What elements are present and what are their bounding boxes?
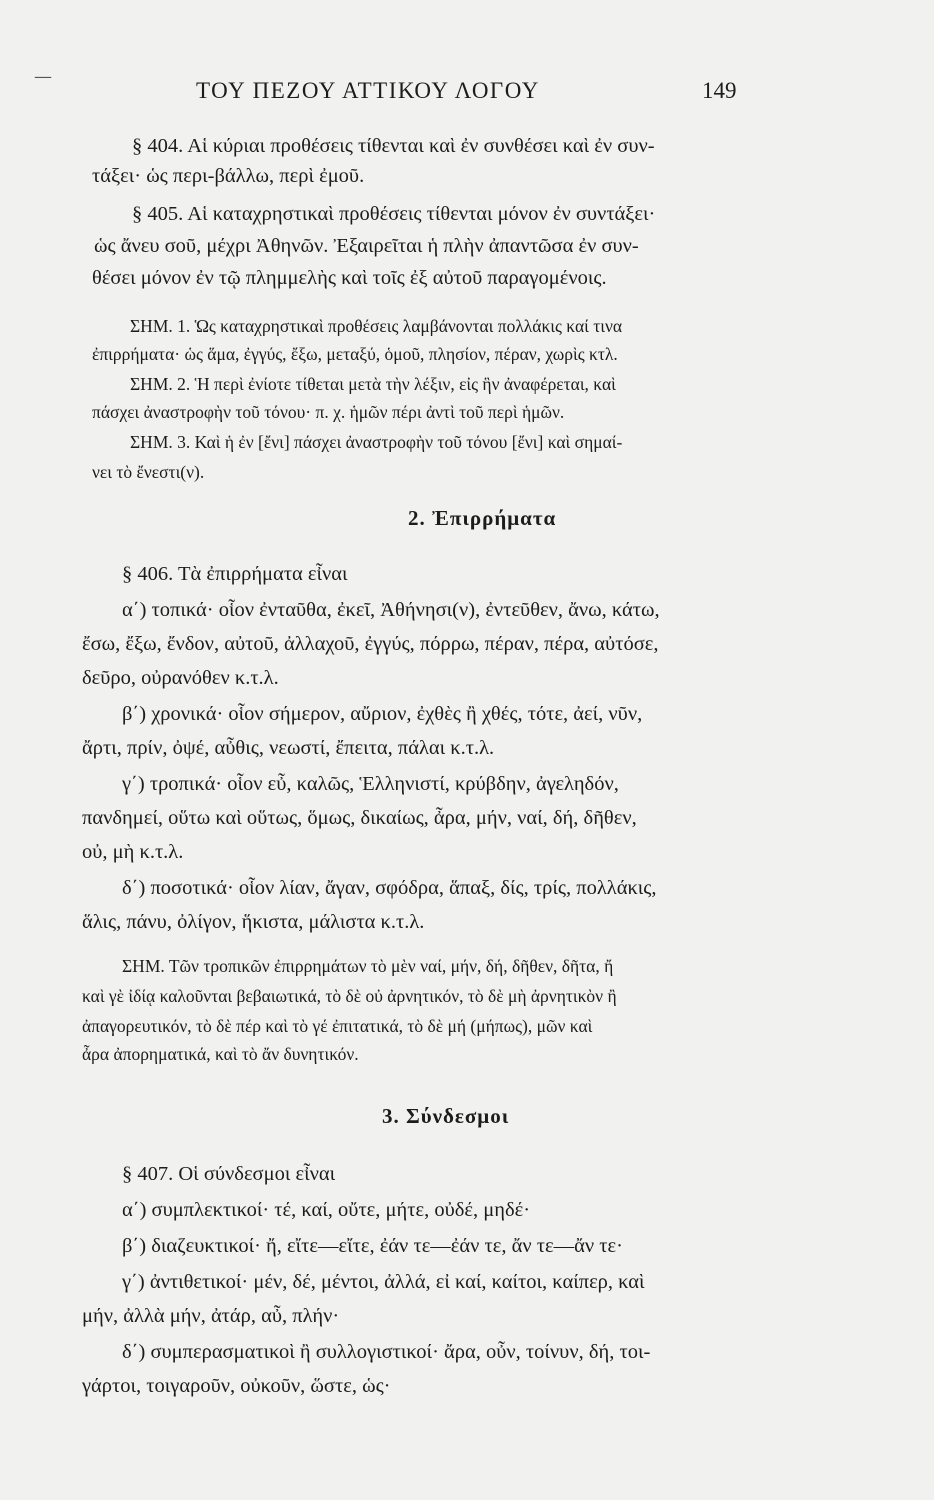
- note-3-line-2: νει τὸ ἔνεστι(ν).: [92, 462, 205, 482]
- s406-a-line-2: ἔσω, ἔξω, ἔνδον, αὐτοῦ, ἀλλαχοῦ, ἐγγύς, πόρρω, πέραν, πέρα, αὐτόσε,: [82, 633, 659, 655]
- s406-c-line-1: γ΄) τροπικά· οἷον εὖ, καλῶς, Ἑλληνιστί, κρύβδην, ἀγεληδόν,: [122, 773, 619, 795]
- s406-a-line-3: δεῦρο, οὐρανόθεν κ.τ.λ.: [82, 667, 279, 689]
- page-header: [0, 78, 934, 108]
- running-title: ΤΟΥ ΠΕΖΟΥ ΑΤΤΙΚΟΥ ΛΟΓΟΥ: [196, 78, 540, 103]
- s406-intro: § 406. Τὰ ἐπιρρήματα εἶναι: [122, 563, 348, 585]
- s406-d-line-2: ἅλις, πάνυ, ὀλίγον, ἥκιστα, μάλιστα κ.τ.λ.: [82, 911, 425, 933]
- note-1-line-1: ΣΗΜ. 1. Ὡς καταχρηστικαὶ προθέσεις λαμβάνονται πολλάκις καί τινα: [130, 316, 623, 336]
- s406-a-line-1: α΄) τοπικά· οἷον ἐνταῦθα, ἐκεῖ, Ἀθήνησι(ν), ἐντεῦθεν, ἄνω, κάτω,: [122, 599, 660, 621]
- s406-c-line-3: οὐ, μὴ κ.τ.λ.: [82, 841, 184, 863]
- s406-note-line-2: καὶ γὲ ἰδίᾳ καλοῦνται βεβαιωτικά, τὸ δὲ οὐ ἀρνητικόν, τὸ δὲ μὴ ἀρνητικὸν ἢ: [82, 986, 617, 1006]
- section-heading-adverbs: 2. Ἐπιρρήματα: [408, 506, 557, 530]
- s406-note-line-4: ἆρα ἀπορηματικά, καὶ τὸ ἄν δυνητικόν.: [82, 1044, 359, 1064]
- s404-line-2: τάξει· ὡς περι-βάλλω, περὶ ἐμοῦ.: [92, 165, 365, 187]
- s406-note-line-3: ἀπαγορευτικόν, τὸ δὲ πέρ καὶ τὸ γέ ἐπιτατικά, τὸ δὲ μή (μήπως), μῶν καὶ: [82, 1016, 593, 1036]
- s405-line-1: § 405. Αἱ καταχρηστικαὶ προθέσεις τίθενται μόνον ἐν συντάξει·: [132, 203, 656, 225]
- section-heading-conjunctions: 3. Σύνδεσμοι: [382, 1104, 510, 1128]
- s406-c-line-2: πανδημεί, οὕτω καὶ οὕτως, ὅμως, δικαίως, ἆρα, μήν, ναί, δή, δῆθεν,: [82, 807, 637, 829]
- s405-line-2: ὡς ἄνευ σοῦ, μέχρι Ἀθηνῶν. Ἐξαιρεῖται ἡ πλὴν ἀπαντῶσα ἐν συν-: [94, 235, 639, 257]
- note-2-line-1: ΣΗΜ. 2. Ἡ περὶ ἐνίοτε τίθεται μετὰ τὴν λέξιν, εἰς ἣν ἀναφέρεται, καὶ: [130, 374, 616, 394]
- s407-intro: § 407. Οἱ σύνδεσμοι εἶναι: [122, 1163, 336, 1185]
- s406-b-line-1: β΄) χρονικά· οἷον σήμερον, αὔριον, ἐχθὲς ἢ χθές, τότε, ἀεί, νῦν,: [122, 703, 643, 725]
- s407-d-line-2: γάρτοι, τοιγαροῦν, οὐκοῦν, ὥστε, ὡς·: [82, 1375, 391, 1397]
- s407-c-line-1: γ΄) ἀντιθετικοί· μέν, δέ, μέντοι, ἀλλά, εἰ καί, καίτοι, καίπερ, καὶ: [122, 1271, 645, 1293]
- page-number: 149: [702, 78, 737, 103]
- s407-c-line-2: μήν, ἀλλὰ μήν, ἀτάρ, αὖ, πλήν·: [82, 1305, 340, 1327]
- margin-mark: —: [34, 66, 52, 87]
- note-3-line-1: ΣΗΜ. 3. Καὶ ἡ ἐν [ἔνι] πάσχει ἀναστροφὴν τοῦ τόνου [ἔνι] καὶ σημαί-: [130, 432, 623, 452]
- s407-d-line-1: δ΄) συμπερασματικοὶ ἢ συλλογιστικοί· ἄρα, οὖν, τοίνυν, δή, τοι-: [122, 1341, 651, 1363]
- s406-d-line-1: δ΄) ποσοτικά· οἷον λίαν, ἄγαν, σφόδρα, ἅπαξ, δίς, τρίς, πολλάκις,: [122, 877, 657, 899]
- s404-line-1: § 404. Αἱ κύριαι προθέσεις τίθενται καὶ ἐν συνθέσει καὶ ἐν συν-: [132, 135, 655, 157]
- s406-b-line-2: ἄρτι, πρίν, ὀψέ, αὖθις, νεωστί, ἔπειτα, πάλαι κ.τ.λ.: [82, 737, 495, 759]
- note-2-line-2: πάσχει ἀναστροφὴν τοῦ τόνου· π. χ. ἡμῶν πέρι ἀντὶ τοῦ περὶ ἡμῶν.: [92, 402, 565, 422]
- s405-line-3: θέσει μόνον ἐν τῷ πλημμελὴς καὶ τοῖς ἐξ αὐτοῦ παραγομένοις.: [92, 267, 607, 289]
- note-1-line-2: ἐπιρρήματα· ὡς ἅμα, ἐγγύς, ἔξω, μεταξύ, ὁμοῦ, πλησίον, πέραν, χωρὶς κτλ.: [92, 344, 618, 364]
- s407-b: β΄) διαζευκτικοί· ἤ, εἴτε—εἴτε, ἐάν τε—ἐάν τε, ἄν τε—ἄν τε·: [122, 1235, 623, 1257]
- s407-a: α΄) συμπλεκτικοί· τέ, καί, οὔτε, μήτε, οὐδέ, μηδέ·: [122, 1199, 531, 1221]
- s406-note-line-1: ΣΗΜ. Τῶν τροπικῶν ἐπιρρημάτων τὸ μὲν ναί, μήν, δή, δῆθεν, δῆτα, ἤ: [122, 956, 614, 976]
